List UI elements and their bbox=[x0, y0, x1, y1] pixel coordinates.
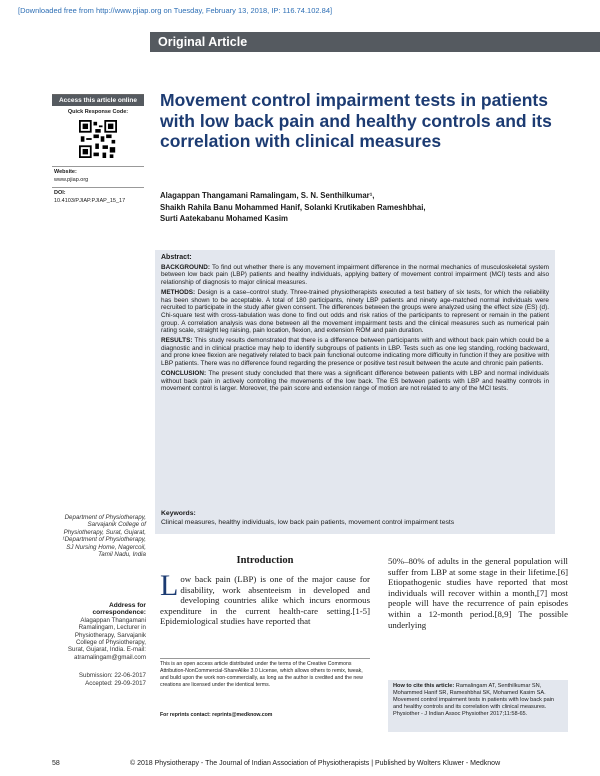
access-heading: Access this article online bbox=[52, 95, 144, 106]
accepted-date: Accepted: 29-09-2017 bbox=[85, 680, 146, 687]
abstract-box bbox=[155, 250, 555, 515]
abstract-methods bbox=[161, 289, 549, 335]
website-label: Website: bbox=[54, 169, 77, 175]
submission-date: Submission: 22-06-2017 bbox=[78, 672, 146, 679]
article-title: Movement control impairment tests in patients with low back pain and healthy controls and its correlation with clinical measures bbox=[160, 90, 552, 151]
doi-value[interactable]: 10.4103/PJIAP.PJIAP_15_17 bbox=[54, 197, 126, 204]
article-type-banner: Original Article bbox=[150, 32, 600, 52]
cite-label: How to cite this article: bbox=[393, 683, 455, 689]
conclusion-text: The present study concluded that there was a significant difference between patients with LBP and normal individuals without back pain in actively controlling the movements of the low back. The ES between patients with LBP and healthy controls in movement control is larger. Moreover, the pain score and extension range of motion are not related to any of the MCI tests. bbox=[161, 369, 549, 393]
download-line: [Downloaded free from http://www.pjiap.org on Tuesday, February 13, 2018, IP: 116.74.102.84] bbox=[18, 6, 333, 15]
results-text: This study results demonstrated that there is a difference between participants with and without back pain which could be a diagnostic and in clinical practice may help to identify subgroups of patients in LBP. Tests such as one leg standing, rocking backward, and prone knee flexion are negatively related to back pain functional outcome indicating more difficulty in function if they are positive with LBP patients. There was no difference found regarding the presence or positive test result between the acute and chronic pain patients. bbox=[161, 337, 549, 368]
page-number: 58 bbox=[52, 760, 60, 767]
correspondence bbox=[60, 602, 146, 661]
introduction-right-text: 50%–80% of adults in the general population will suffer from LBP at some stage in their lifetime.[6] Etiopathogenic studies have reported that most individuals will recover within a month,[7] most people will have the recurrence of pain episodes within a 12-month period.[8,9] The possible underlying bbox=[388, 556, 568, 630]
conclusion-label: CONCLUSION: bbox=[161, 369, 207, 377]
doi-field bbox=[52, 187, 144, 205]
cite-box bbox=[388, 680, 568, 732]
authors-line-1: Alagappan Thangamani Ramalingam, S. N. Senthilkumar¹, bbox=[160, 191, 375, 200]
footer-text: © 2018 Physiotherapy - The Journal of Indian Association of Physiotherapists | Published by Wolters Kluwer - Medknow bbox=[130, 760, 501, 767]
access-box bbox=[52, 94, 144, 234]
abstract-background bbox=[161, 264, 549, 287]
keywords-heading: Keywords: bbox=[161, 510, 196, 517]
introduction-text bbox=[160, 569, 370, 627]
website-field bbox=[52, 166, 144, 184]
doi-label: DOI: bbox=[54, 190, 66, 196]
abstract-results bbox=[161, 337, 549, 368]
correspondence-label: Address for correspondence: bbox=[92, 602, 146, 617]
intro-body: ow back pain (LBP) is one of the major cause for disability, work absenteeism in developed and developing countries alike which incurs enormous expenditure in the current health-care setting.[1-5] Epidemiological studies have reported that bbox=[160, 574, 370, 627]
correspondence-text: Alagappan Thangamani Ramalingam, Lecturer in Physiotherapy, Sarvajanik College of Physiotherapy, Surat, Gujarat, India. E-mail: atramalingam@gmail.com bbox=[67, 616, 146, 661]
abstract-heading: Abstract: bbox=[161, 254, 192, 261]
keywords-box bbox=[155, 508, 555, 534]
results-label: RESULTS: bbox=[161, 337, 193, 345]
background-label: BACKGROUND: bbox=[161, 263, 210, 271]
website-link[interactable]: www.pjiap.org bbox=[54, 176, 89, 183]
authors-line-2: Shaikh Rahila Banu Mohammed Hanif, Solanki Krutikaben Rameshbhai, bbox=[160, 202, 426, 212]
authors bbox=[160, 190, 580, 225]
keywords-text: Clinical measures, healthy individuals, low back pain patients, movement control impairment tests bbox=[161, 519, 455, 526]
dates bbox=[60, 672, 146, 688]
qr-code-icon[interactable] bbox=[79, 120, 117, 158]
qr-label: Quick Response Code: bbox=[67, 109, 129, 115]
affiliation: Department of Physiotherapy, Sarvajanik College of Physiotherapy, Surat, Gujarat, ¹Department of Physiotherapy, SJ Nursing Home, Nagercoil, Tamil Nadu, India bbox=[62, 514, 146, 559]
open-access-note: This is an open access article distributed under the terms of the Creative Commons Attribution-NonCommercial-ShareAlike 3.0 License, which allows others to remix, tweak, and build upon the work non-commercially, as long as the author is credited and the new creations are licensed under the identical terms. bbox=[160, 658, 370, 689]
dropcap: L bbox=[160, 569, 179, 602]
abstract-conclusion bbox=[161, 370, 549, 393]
authors-line-3: Surti Aatekabanu Mohamed Kasim bbox=[160, 214, 288, 223]
methods-text: Design is a case–control study. Three-trained physiotherapists executed a test battery of six tests, for which the reliability has been shown to be acceptable. A total of 180 participants, ninety LBP patients and ninety age-matched normal individuals were recruited to participate in the study after given consent. The differences between the groups were analyzed using the effect size (ES) (d). Chi-square test with cross-tabulation was done to find out odds and risk ratios of the participants to represent or remain in the patient group. A correlation analysis was done between all the movement impairment tests and the clinical measures such as numerical pain rating scale, straight leg raising, pain location, flexion, and extension ROM and pain duration. bbox=[161, 288, 550, 335]
introduction-heading: Introduction bbox=[236, 555, 294, 566]
cite-text: Ramalingam AT, Senthilkumar SN, Mohammed Hanif SR, Rameshbhai SK, Mohamed Kasim SA. Movement control impairment tests in patients with low back pain and healthy controls and its correlation with clinical measures. Physiother - J Indian Assoc Physiother 2017;11:58-65. bbox=[393, 683, 555, 717]
reprints-contact: For reprints contact: reprints@medknow.com bbox=[160, 712, 273, 718]
methods-label: METHODS: bbox=[161, 288, 196, 296]
background-text: To find out whether there is any movement impairment difference in the normal mechanics of musculoskeletal system between low back pain (LBP) patients and healthy individuals, applying battery of movement control impairment (MCI) tests and also relationship of diagnosis to major clinical measures. bbox=[161, 263, 549, 287]
